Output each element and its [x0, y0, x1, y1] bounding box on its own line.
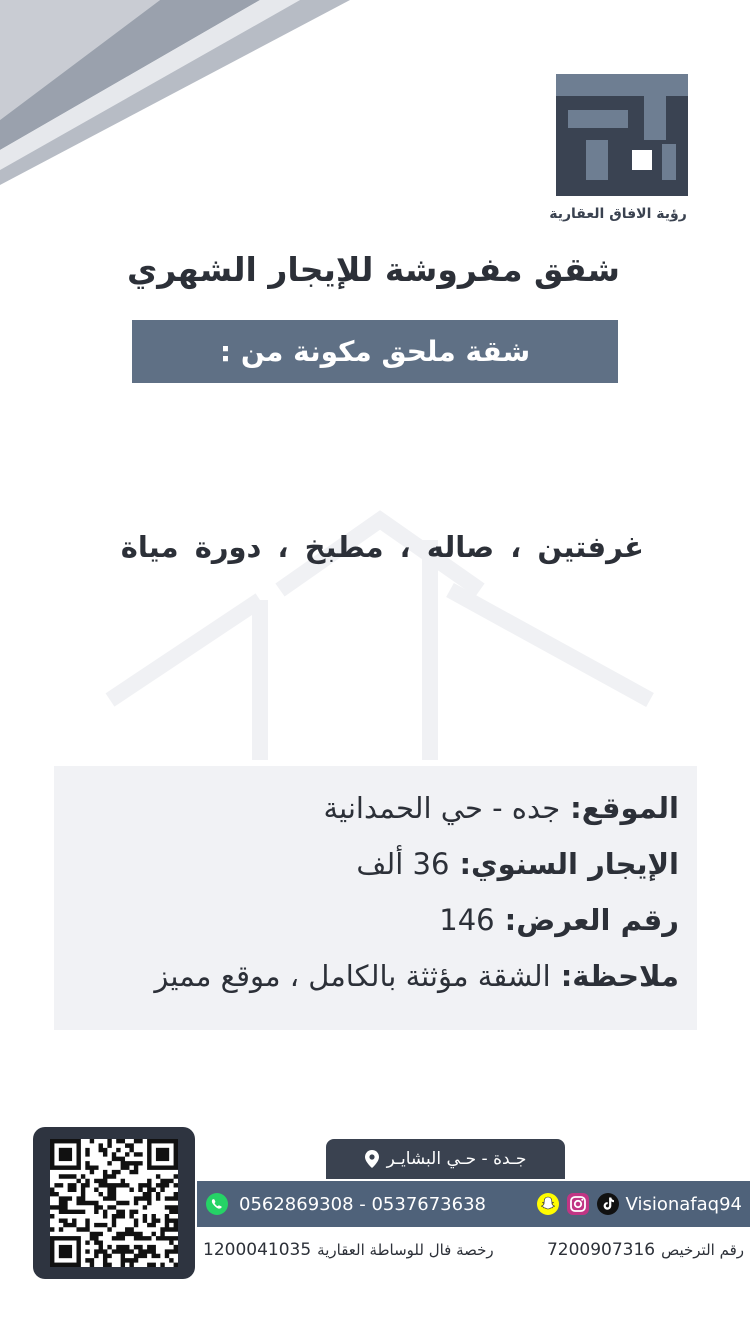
instagram-icon[interactable] [566, 1192, 590, 1216]
location-label: الموقع: [570, 791, 679, 825]
tiktok-icon[interactable] [596, 1192, 620, 1216]
location-value: جده - حي الحمدانية [323, 791, 561, 825]
license-label: رقم الترخيص [661, 1241, 744, 1259]
rent-value: 36 ألف [356, 847, 450, 881]
branch-location-text: جـدة - حـي البشايـر [386, 1149, 527, 1169]
rent-label: الإيجار السنوي: [459, 847, 679, 881]
offer-value: 146 [439, 903, 495, 937]
location-line [74, 780, 679, 836]
sub-banner: شقة ملحق مكونة من : [132, 320, 618, 383]
snapchat-icon[interactable] [536, 1192, 560, 1216]
contact-bar [197, 1181, 750, 1227]
note-label: ملاحظة: [560, 959, 679, 993]
logo-mark [556, 74, 688, 196]
brand-logo [548, 74, 688, 222]
fal-label: رخصة فال للوساطة العقارية [317, 1241, 494, 1259]
license-number: 7200907316 [546, 1240, 656, 1260]
logo-caption: رؤية الافاق العقارية [549, 206, 687, 222]
features-list: غرفتين ، صاله ، مطبخ ، دورة مياة [120, 530, 644, 564]
branch-location-badge [326, 1139, 565, 1179]
contact-phones[interactable]: 0562869308 - 0537673638 [239, 1193, 486, 1215]
qr-code[interactable] [50, 1139, 178, 1267]
house-outline-watermark [100, 480, 660, 760]
note-value: الشقة مؤثثة بالكامل ، موقع مميز [154, 959, 551, 993]
license-bar [197, 1235, 750, 1265]
details-panel [54, 766, 697, 1030]
offer-label: رقم العرض: [504, 903, 679, 937]
corner-stripes-decoration [0, 0, 380, 190]
map-pin-icon [365, 1150, 379, 1168]
fal-group [203, 1240, 494, 1260]
license-group [547, 1240, 744, 1260]
social-links [536, 1192, 742, 1216]
fal-number: 1200041035 [203, 1240, 312, 1260]
page-title: شقق مفروشة للإيجار الشهري [127, 250, 620, 289]
rent-line [74, 836, 679, 892]
offer-line [74, 892, 679, 948]
social-handle[interactable]: Visionafaq94 [625, 1193, 742, 1215]
qr-code-card[interactable] [33, 1127, 195, 1279]
note-line [74, 948, 679, 1004]
whatsapp-icon[interactable] [205, 1192, 229, 1216]
